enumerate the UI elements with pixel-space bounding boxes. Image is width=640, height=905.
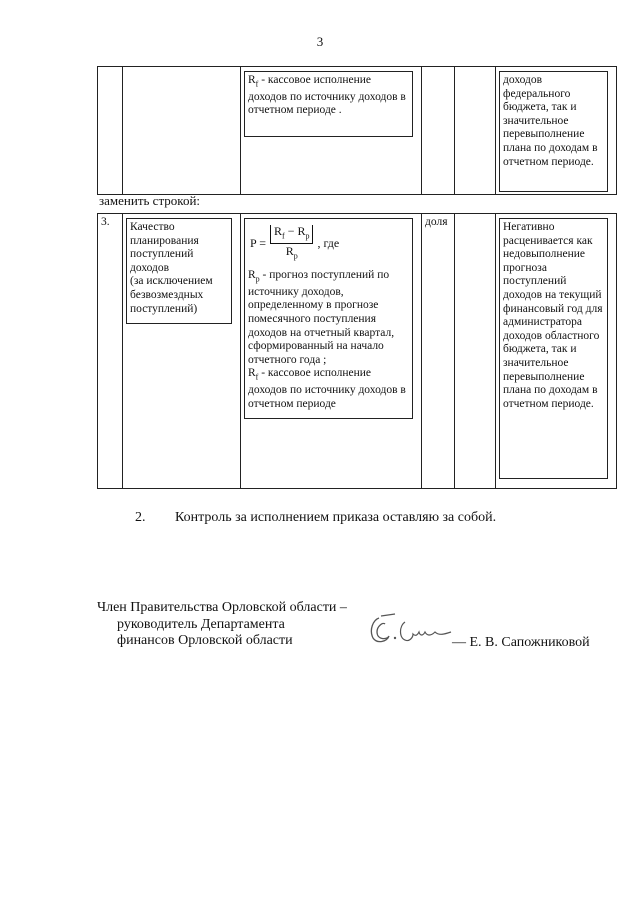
rp-text: - прогноз поступлений по источнику доходов, определенному в прогнозе помесячного поступления доходов на отчетный квартал, сформированный на начало отчетного года ; [248,268,395,366]
signatory-title [97,600,347,650]
num-b: R [297,224,306,238]
formula-lhs: P = [250,236,266,251]
rf-definition: - кассовое исполнение доходов по источнику доходов в отчетном периоде . [248,74,406,117]
clause-2 [135,510,496,526]
indicator-note: (за исключением безвозмездных поступлений) [130,275,213,315]
indicator-box [126,218,232,324]
assessment-box [499,218,608,479]
formula-cell [241,214,422,489]
formula-suffix: , где [317,236,340,251]
rf-symbol: R [248,367,256,380]
rf-sub: f [255,79,259,89]
den-sub: p [293,251,298,261]
rp-symbol: R [248,268,256,281]
formula-numerator [270,225,313,244]
assessment-box [499,71,608,192]
num-a-sub: f [282,231,285,241]
formula [250,225,409,263]
num-a: R [274,224,283,238]
indicator-name [123,214,241,489]
rf-sub: f [255,372,259,382]
signatory-line-3: финансов Орловской области [117,633,293,648]
top-table [97,66,617,195]
rf-symbol: R [248,74,256,86]
assessment-text: доходов федерального бюджета, так и значительное перевыполнение плана по доходам в отчетном периоде. [503,74,598,168]
rp-definition [248,269,409,367]
empty-cell [455,214,496,489]
bottom-table [97,213,617,489]
formula-box [244,71,413,137]
replace-label: заменить строкой: [99,193,201,208]
cell-formula [241,67,422,195]
num-b-sub: p [305,231,310,241]
assessment-text: Негативно расценивается как недовыполнение прогноза поступлений доходов на текущий финансовый год для администратора доходов областного бюджета, так и значительное перевыполнение плана по доходам в отчетном периоде. [503,221,603,410]
row-number: 3. [98,214,123,489]
den: R [285,243,294,258]
cell-name [123,67,241,195]
formula-fraction [270,225,313,263]
unit-cell: доля [422,214,455,489]
cell-unit [422,67,455,195]
rp-sub: p [255,274,260,284]
assessment-cell [496,214,617,489]
handwritten-signature [365,610,455,650]
indicator-title: Качество планирования поступлений доходов [130,221,199,274]
clause-text: Контроль за исполнением приказа оставляю за собой. [175,510,497,525]
formula-box [244,218,413,419]
rf-text: - кассовое исполнение доходов по источнику доходов в отчетном периоде [248,367,406,410]
formula-denominator [283,244,301,263]
cell-empty [455,67,496,195]
rf-definition [248,367,409,411]
cell-num [98,67,123,195]
page-number: 3 [316,34,324,49]
cell-assessment [496,67,617,195]
signatory-line-2: руководитель Департамента [117,616,285,632]
minus: − [284,224,298,238]
signatory-name: — Е. В. Сапожниковой [452,635,590,650]
signatory-line-1: Член Правительства Орловской области – [97,600,347,615]
clause-number: 2. [135,510,146,525]
